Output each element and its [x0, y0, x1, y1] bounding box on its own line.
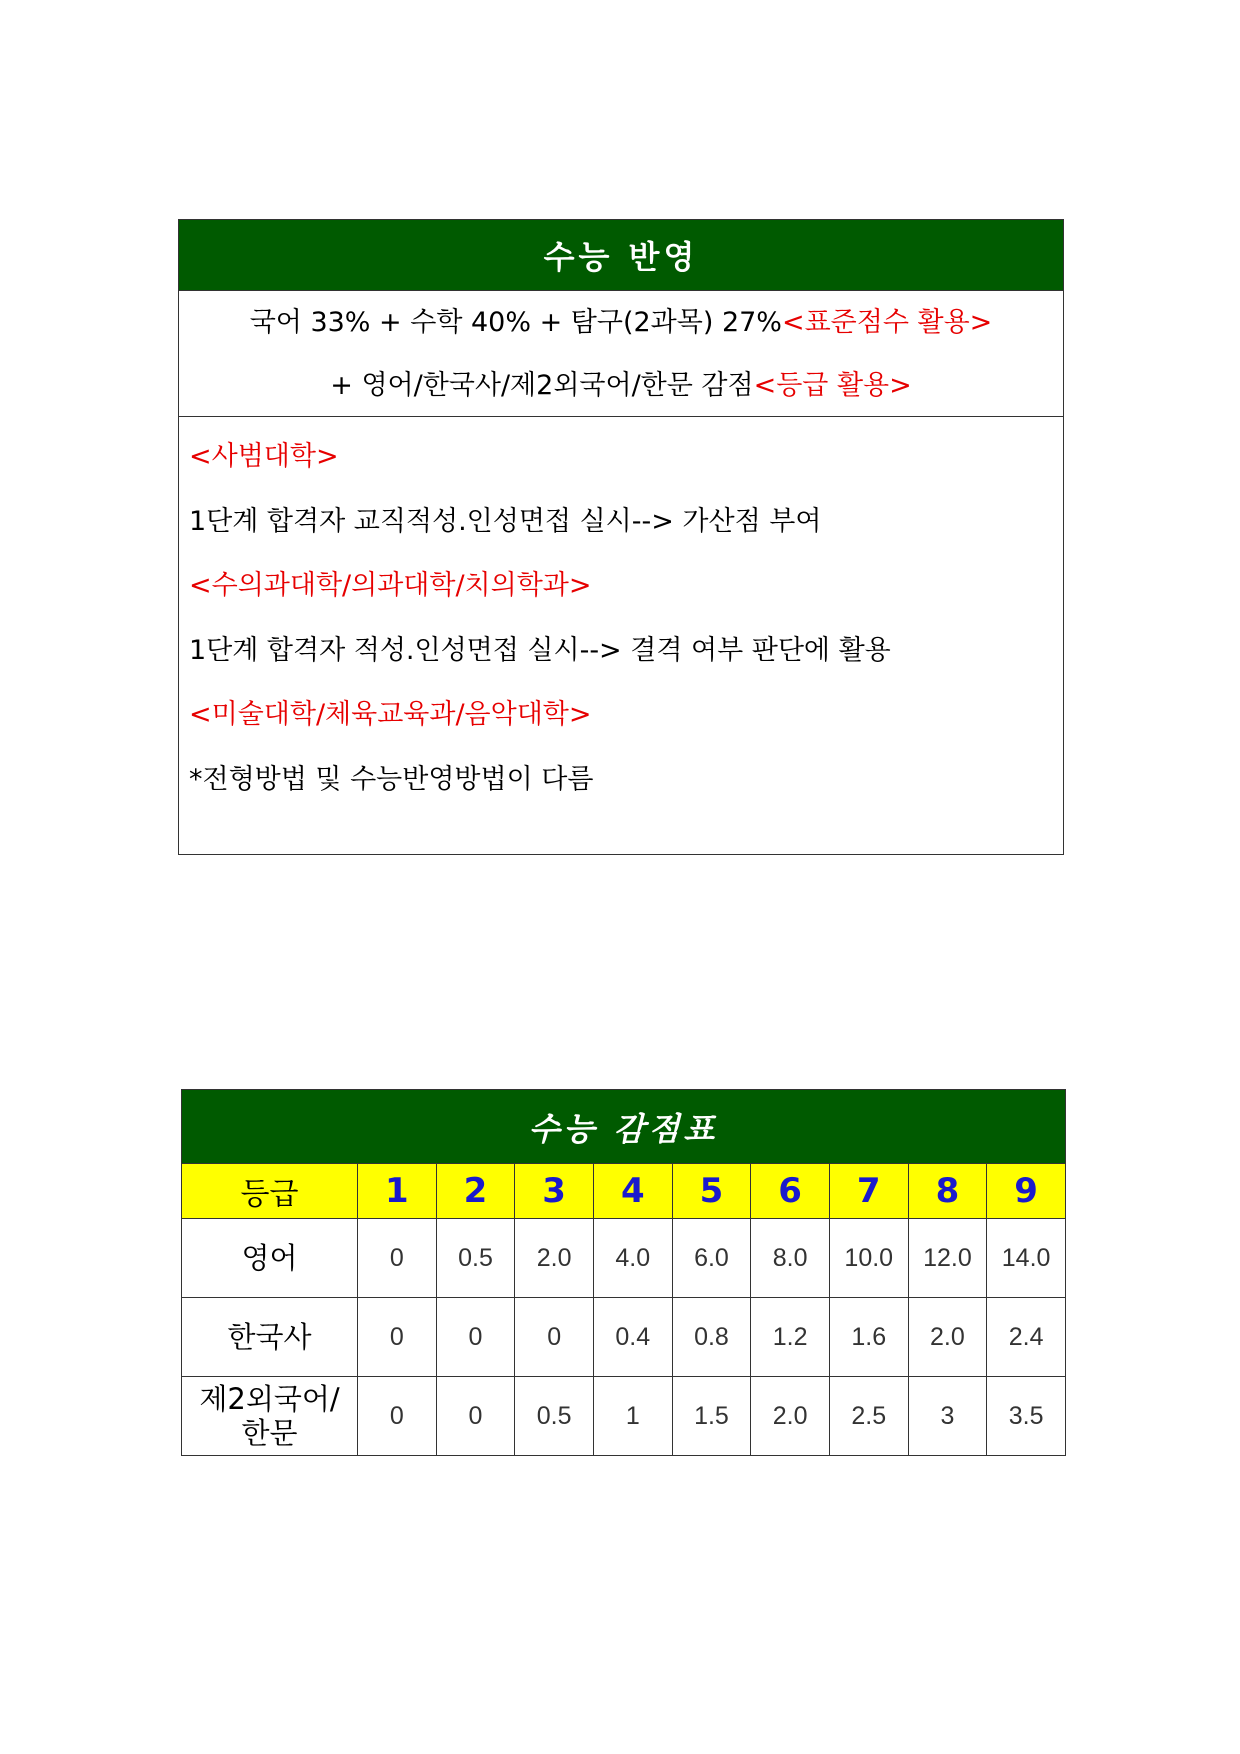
value-cell: 1.6: [829, 1298, 908, 1377]
row-label-line: 제2외국어/: [199, 1382, 340, 1416]
formula-line-1-note: <표준점수 활용>: [781, 306, 993, 338]
value-cell: 10.0: [829, 1219, 908, 1298]
value-cell: 1: [593, 1377, 672, 1456]
formula-line-1-text: 국어 33% + 수학 40% + 탐구(2과목) 27%: [249, 306, 782, 338]
deduction-table-box: [181, 1089, 1066, 1456]
value-cell: 0: [358, 1377, 437, 1456]
grade-cell: 8: [908, 1164, 987, 1219]
grade-cell: 3: [515, 1164, 594, 1219]
value-cell: 3.5: [987, 1377, 1066, 1456]
grade-cell: 9: [987, 1164, 1066, 1219]
value-cell: 0.5: [436, 1219, 515, 1298]
value-cell: 2.0: [751, 1377, 830, 1456]
value-cell: 1.5: [672, 1377, 751, 1456]
value-cell: 0.8: [672, 1298, 751, 1377]
value-cell: 14.0: [987, 1219, 1066, 1298]
grade-header-row: [182, 1164, 1066, 1219]
value-cell: 1.2: [751, 1298, 830, 1377]
value-cell: 2.0: [515, 1219, 594, 1298]
value-cell: 0: [515, 1298, 594, 1377]
value-cell: 4.0: [593, 1219, 672, 1298]
value-cell: 2.5: [829, 1377, 908, 1456]
grade-cell: 6: [751, 1164, 830, 1219]
grade-cell: 2: [436, 1164, 515, 1219]
grade-cell: 7: [829, 1164, 908, 1219]
value-cell: 6.0: [672, 1219, 751, 1298]
note-line: *전형방법 및 수능반영방법이 다름: [189, 763, 594, 795]
formula-line-2: [330, 354, 912, 417]
table-row-korean-history: [182, 1298, 1066, 1377]
value-cell: 8.0: [751, 1219, 830, 1298]
table-row-second-language: [182, 1377, 1066, 1456]
value-cell: 12.0: [908, 1219, 987, 1298]
grade-label: 등급: [182, 1164, 358, 1219]
value-cell: 0.5: [515, 1377, 594, 1456]
value-cell: 0: [358, 1298, 437, 1377]
note-line: 1단계 합격자 적성.인성면접 실시--> 결격 여부 판단에 활용: [189, 634, 891, 666]
note-line: <미술대학/체육교육과/음악대학>: [189, 699, 592, 730]
college-notes: [179, 417, 1063, 812]
value-cell: 0.4: [593, 1298, 672, 1377]
value-cell: 3: [908, 1377, 987, 1456]
formula-line-2-text: + 영어/한국사/제2외국어/한문 감점: [330, 369, 754, 401]
value-cell: 0: [436, 1377, 515, 1456]
note-line: <수의과대학/의과대학/치의학과>: [189, 570, 592, 601]
grade-cell: 4: [593, 1164, 672, 1219]
score-reflection-box: [178, 219, 1064, 855]
value-cell: 0: [436, 1298, 515, 1377]
deduction-table-title: 수능 감점표: [181, 1089, 1066, 1163]
note-line: 1단계 합격자 교직적성.인성면접 실시--> 가산점 부여: [189, 505, 822, 537]
table-row-english: [182, 1219, 1066, 1298]
deduction-table: [181, 1163, 1066, 1456]
value-cell: 2.0: [908, 1298, 987, 1377]
row-label: 영어: [182, 1219, 358, 1298]
formula-line-1: [250, 291, 993, 354]
value-cell: 2.4: [987, 1298, 1066, 1377]
grade-cell: 1: [358, 1164, 437, 1219]
row-label: 한국사: [182, 1298, 358, 1377]
score-formula: [179, 291, 1063, 417]
score-reflection-title: 수능 반영: [179, 220, 1063, 291]
grade-cell: 5: [672, 1164, 751, 1219]
row-label: [182, 1377, 358, 1456]
row-label-line: 한문: [241, 1416, 298, 1450]
value-cell: 0: [358, 1219, 437, 1298]
formula-line-2-note: <등급 활용>: [753, 369, 912, 401]
note-line: <사범대학>: [189, 441, 339, 472]
